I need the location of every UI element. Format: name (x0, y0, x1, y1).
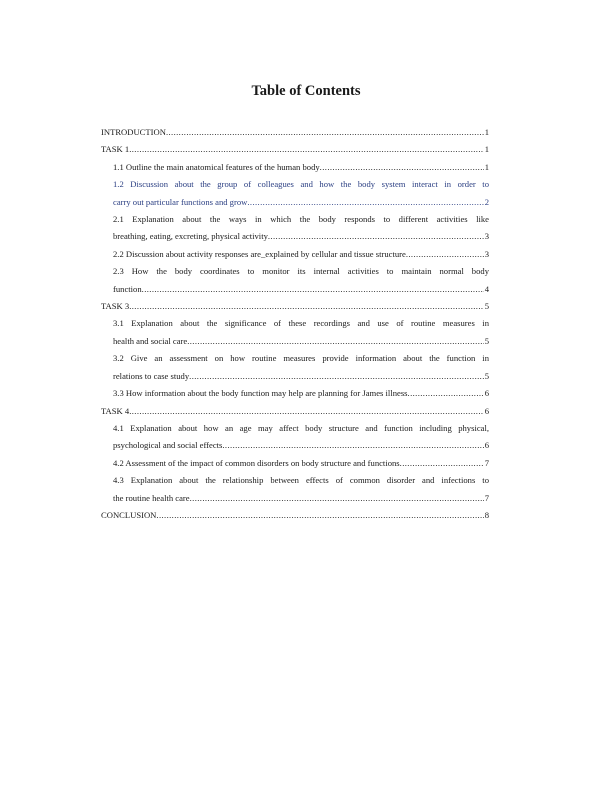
toc-entry-text-line: 2.1 Explanation about the ways in which the body responds to different activities like (113, 214, 489, 225)
toc-entry-text-line: 2.3 How the body coordinates to monitor its internal activities to maintain normal body (113, 266, 489, 277)
toc-entry[interactable] (101, 507, 489, 524)
toc-entry[interactable] (113, 455, 489, 472)
toc-entry-text-line: 4.3 Explanation about the relationship between effects of common disorder and infections to (113, 475, 489, 486)
dot-leader (222, 437, 483, 454)
toc-page-number: 6 (484, 388, 489, 399)
dot-leader (187, 333, 484, 350)
toc-entry-label: CONCLUSION (101, 509, 157, 520)
toc-entry-label: relations to case study (113, 370, 190, 381)
dot-leader (320, 159, 484, 176)
toc-page-number: 6 (484, 440, 489, 451)
toc-entry[interactable] (113, 315, 489, 350)
toc-page-number: 4 (484, 283, 489, 294)
dot-leader (268, 228, 484, 245)
toc-entry-label: carry out particular functions and grow (113, 196, 248, 207)
dot-leader (400, 455, 484, 472)
toc-entry-label: TASK 3 (101, 301, 130, 312)
toc-entry[interactable] (113, 176, 489, 211)
toc-entry[interactable] (113, 211, 489, 246)
toc-entry-text-line: 1.2 Discussion about the group of colleagues and how the body system interact in order to (113, 179, 489, 190)
toc-entry-text-line: 3.2 Give an assessment on how routine measures provide information about the function in (113, 353, 489, 364)
toc-entry-label: INTRODUCTION (101, 127, 166, 137)
toc-page-number: 5 (484, 335, 489, 346)
toc-page-number: 2 (484, 196, 489, 207)
toc-page-number: 1 (484, 144, 489, 155)
toc-entry[interactable] (113, 263, 489, 298)
toc-entry-label: 4.2 Assessment of the impact of common disorders on body structure and functions (113, 457, 400, 468)
toc-entry[interactable] (113, 159, 489, 176)
toc-entry-label: TASK 1 (101, 144, 130, 155)
toc-page-number: 5 (484, 370, 489, 381)
dot-leader (129, 403, 484, 420)
toc-entry[interactable] (113, 350, 489, 385)
toc-page-number: 3 (484, 231, 489, 242)
dot-leader (129, 298, 484, 315)
toc-page-number: 5 (484, 301, 489, 312)
dot-leader (190, 490, 484, 507)
toc-entry[interactable] (113, 472, 489, 507)
toc-entry[interactable] (101, 403, 489, 420)
dot-leader (129, 141, 484, 158)
toc-entry[interactable] (113, 246, 489, 263)
dot-leader (156, 507, 483, 524)
toc-entry-label: TASK 4 (101, 405, 130, 416)
toc-entry-label: function (113, 283, 142, 294)
toc-page-number: 3 (484, 248, 489, 259)
toc-page-number: 7 (484, 492, 489, 503)
toc-entry[interactable] (101, 298, 489, 315)
toc-page-number: 8 (484, 509, 489, 520)
dot-leader (406, 246, 484, 263)
toc-entry[interactable] (101, 124, 489, 141)
toc-entry-text-line: 4.1 Explanation about how an age may affect body structure and function including physical, (113, 422, 489, 433)
page-title: Table of Contents (251, 83, 361, 99)
toc-entry[interactable] (113, 385, 489, 402)
toc-entry-label: the routine health care (113, 492, 190, 503)
toc-entry[interactable] (113, 420, 489, 455)
toc-entry-label: 1.1 Outline the main anatomical features of the human body (113, 161, 320, 172)
toc-page-number: 6 (484, 405, 489, 416)
dot-leader (408, 385, 484, 402)
toc-entry-text-line: 3.1 Explanation about the significance of these recordings and use of routine measures in (113, 318, 489, 329)
toc-entry-label: breathing, eating, excreting, physical activity (113, 231, 268, 242)
dot-leader (166, 124, 484, 141)
dot-leader (189, 368, 484, 385)
toc-page-number: 7 (484, 457, 489, 468)
toc-entry-label: 3.3 How information about the body function may help are planning for James illness (113, 388, 408, 399)
toc-entry-label: 2.2 Discussion about activity responses are_explained by cellular and tissue structure (113, 248, 406, 259)
dot-leader (142, 281, 484, 298)
toc-entry[interactable] (101, 141, 489, 158)
toc-page-number: 1 (484, 127, 489, 137)
toc-entry-label: health and social care (113, 335, 188, 346)
dot-leader (247, 194, 483, 211)
table-of-contents (101, 124, 489, 524)
toc-entry-label: psychological and social effects (113, 440, 223, 451)
toc-page-number: 1 (484, 161, 489, 172)
